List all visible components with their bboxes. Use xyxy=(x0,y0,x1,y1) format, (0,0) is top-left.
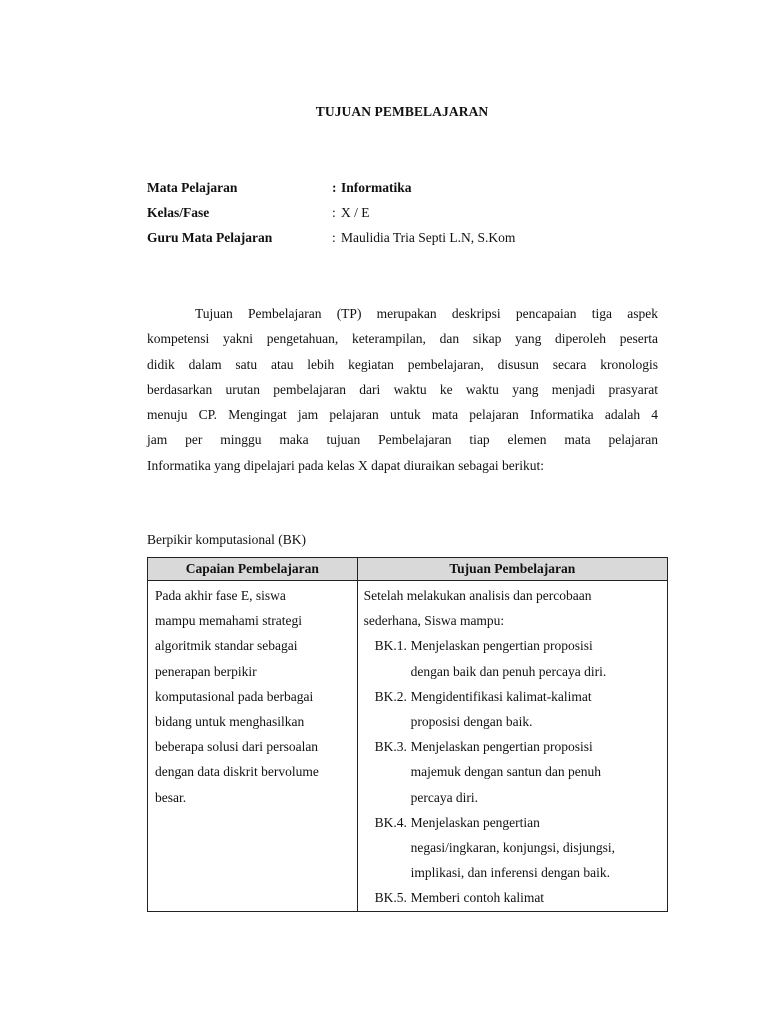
objective-line: dengan baik dan penuh percaya diri. xyxy=(410,663,607,679)
header-tujuan: Tujuan Pembelajaran xyxy=(357,558,667,581)
tujuan-intro-line: sederhana, Siswa mampu: xyxy=(363,613,505,629)
meta-colon-teacher: : xyxy=(332,230,336,245)
capaian-line: beberapa solusi dari persoalan xyxy=(155,739,319,755)
capaian-text xyxy=(148,581,357,810)
objective-line: Mengidentifikasi kalimat-kalimat xyxy=(410,688,592,704)
learning-objectives-table xyxy=(147,557,668,912)
tujuan-intro-line: Setelah melakukan analisis dan percobaan xyxy=(363,588,592,603)
objective-line: proposisi dengan baik. xyxy=(410,714,533,730)
intro-paragraph xyxy=(147,301,658,478)
intro-line: kompetensi yakni pengetahuan, keterampilan, dan sikap yang diperoleh peserta xyxy=(147,331,658,347)
objective-line: percaya diri. xyxy=(410,789,479,805)
meta-value-class: X / E xyxy=(341,205,370,220)
objective-bk1 xyxy=(364,633,663,683)
intro-line: berdasarkan urutan pembelajaran dari waktu ke waktu yang menjadi prasyarat xyxy=(147,381,658,397)
intro-line: didik dalam satu atau lebih kegiatan pembelajaran, disusun secara kronologis xyxy=(147,356,658,372)
meta-label-class: Kelas/Fase xyxy=(147,205,210,220)
capaian-line: bidang untuk menghasilkan xyxy=(155,714,305,730)
document-title: TUJUAN PEMBELAJARAN xyxy=(315,104,489,119)
capaian-line: Pada akhir fase E, siswa xyxy=(155,588,286,603)
objective-line: majemuk dengan santun dan penuh xyxy=(410,764,602,780)
table-header-row xyxy=(148,558,668,581)
objective-bk2 xyxy=(364,684,663,734)
intro-line: Tujuan Pembelajaran (TP) merupakan deskripsi pencapaian tiga aspek xyxy=(195,306,658,321)
objective-code: BK.2. xyxy=(374,688,407,704)
objective-line: Menjelaskan pengertian proposisi xyxy=(410,638,593,654)
objective-line: Memberi contoh kalimat xyxy=(410,890,545,906)
capaian-line: penerapan berpikir xyxy=(155,663,257,679)
objective-line: Menjelaskan pengertian xyxy=(410,814,540,830)
objective-line: Menjelaskan pengertian proposisi xyxy=(410,739,593,755)
capaian-line: besar. xyxy=(155,789,187,805)
objective-bk4 xyxy=(364,810,663,886)
objective-code: BK.3. xyxy=(374,739,407,755)
objective-code: BK.5. xyxy=(374,890,407,906)
meta-label-teacher: Guru Mata Pelajaran xyxy=(147,230,273,245)
intro-line: jam per minggu maka tujuan Pembelajaran tiap elemen mata pelajaran xyxy=(147,432,658,448)
table-row xyxy=(148,581,668,912)
capaian-line: algoritmik standar sebagai xyxy=(155,638,298,654)
intro-line: menuju CP. Mengingat jam pelajaran untuk mata pelajaran Informatika adalah 4 xyxy=(147,407,658,423)
tujuan-cell xyxy=(357,581,667,912)
tujuan-text xyxy=(358,581,667,911)
meta-label-subject: Mata Pelajaran xyxy=(147,180,238,195)
objective-line: negasi/ingkaran, konjungsi, disjungsi, xyxy=(410,840,615,856)
capaian-cell xyxy=(148,581,358,912)
section-heading: Berpikir komputasional (BK) xyxy=(147,532,306,547)
meta-colon-class: : xyxy=(332,205,336,220)
header-capaian: Capaian Pembelajaran xyxy=(148,558,358,581)
objective-line: implikasi, dan inferensi dengan baik. xyxy=(410,865,611,881)
objective-bk3 xyxy=(364,734,663,810)
meta-value-subject: Informatika xyxy=(341,180,412,195)
meta-value-teacher: Maulidia Tria Septi L.N, S.Kom xyxy=(341,230,516,245)
objective-code: BK.1. xyxy=(374,638,407,654)
intro-line: Informatika yang dipelajari pada kelas X dapat diuraikan sebagai berikut: xyxy=(147,457,544,473)
capaian-line: komputasional pada berbagai xyxy=(155,688,314,704)
capaian-line: dengan data diskrit bervolume xyxy=(155,764,319,780)
meta-colon-subject: : xyxy=(332,180,337,195)
objective-code: BK.4. xyxy=(374,814,407,830)
capaian-line: mampu memahami strategi xyxy=(155,613,302,629)
objective-bk5 xyxy=(364,885,663,910)
